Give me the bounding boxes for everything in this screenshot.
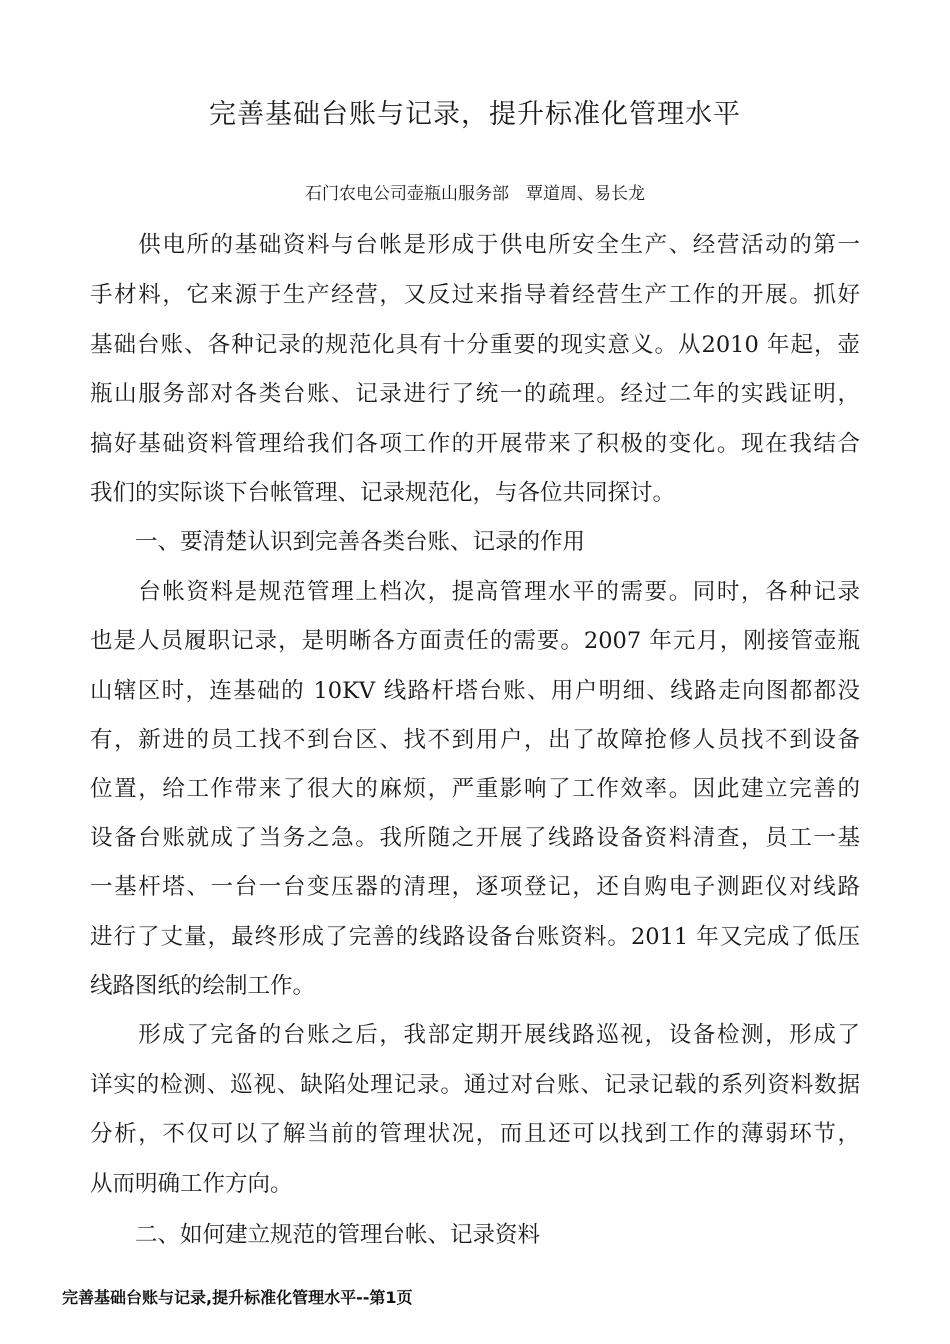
section-heading: 一、要清楚认识到完善各类台账、记录的作用 bbox=[90, 529, 586, 555]
body-line: 我们的实际谈下台帐管理、记录规范化，与各位共同探讨。 bbox=[90, 480, 676, 506]
body-line: 搞好基础资料管理给我们各项工作的开展带来了积极的变化。现在我结合 bbox=[90, 431, 860, 457]
body-line: 有，新进的员工找不到台区、找不到用户，出了故障抢修人员找不到设备 bbox=[90, 727, 860, 753]
section-heading: 二、如何建立规范的管理台帐、记录资料 bbox=[90, 1222, 541, 1248]
author-byline: 石门农电公司壶瓶山服务部 覃道周、易长龙 bbox=[305, 184, 645, 204]
document-title: 完善基础台账与记录，提升标准化管理水平 bbox=[209, 99, 741, 130]
body-line: 基础台账、各种记录的规范化具有十分重要的现实意义。从2010 年起，壶 bbox=[90, 332, 860, 358]
page-footer: 完善基础台账与记录,提升标准化管理水平--第1页 bbox=[62, 1288, 413, 1307]
body-line: 也是人员履职记录，是明晰各方面责任的需要。2007 年元月，刚接管壶瓶 bbox=[90, 628, 860, 654]
body-line: 线路图纸的绘制工作。 bbox=[90, 973, 316, 999]
body-line: 分析，不仅可以了解当前的管理状况，而且还可以找到工作的薄弱环节， bbox=[90, 1121, 860, 1147]
body-line: 进行了丈量，最终形成了完善的线路设备台账资料。2011 年又完成了低压 bbox=[90, 924, 860, 950]
body-line: 形成了完备的台账之后，我部定期开展线路巡视，设备检测，形成了 bbox=[90, 1022, 860, 1048]
body-line: 手材料，它来源于生产经营，又反过来指导着经营生产工作的开展。抓好 bbox=[90, 282, 860, 308]
body-line: 瓶山服务部对各类台账、记录进行了统一的疏理。经过二年的实践证明， bbox=[90, 381, 860, 407]
body-line: 台帐资料是规范管理上档次，提高管理水平的需要。同时，各种记录 bbox=[90, 579, 860, 605]
body-line: 详实的检测、巡视、缺陷处理记录。通过对台账、记录记载的系列资料数据 bbox=[90, 1072, 860, 1098]
body-line: 位置，给工作带来了很大的麻烦，严重影响了工作效率。因此建立完善的 bbox=[90, 776, 860, 802]
body-line: 一基杆塔、一台一台变压器的清理，逐项登记，还自购电子测距仪对线路 bbox=[90, 874, 860, 900]
body-line: 供电所的基础资料与台帐是形成于供电所安全生产、经营活动的第一 bbox=[90, 232, 860, 258]
body-line: 从而明确工作方向。 bbox=[90, 1171, 293, 1197]
body-line: 设备台账就成了当务之急。我所随之开展了线路设备资料清查，员工一基 bbox=[90, 825, 860, 851]
body-line: 山辖区时，连基础的 10KV 线路杆塔台账、用户明细、线路走向图都都没 bbox=[90, 678, 860, 704]
